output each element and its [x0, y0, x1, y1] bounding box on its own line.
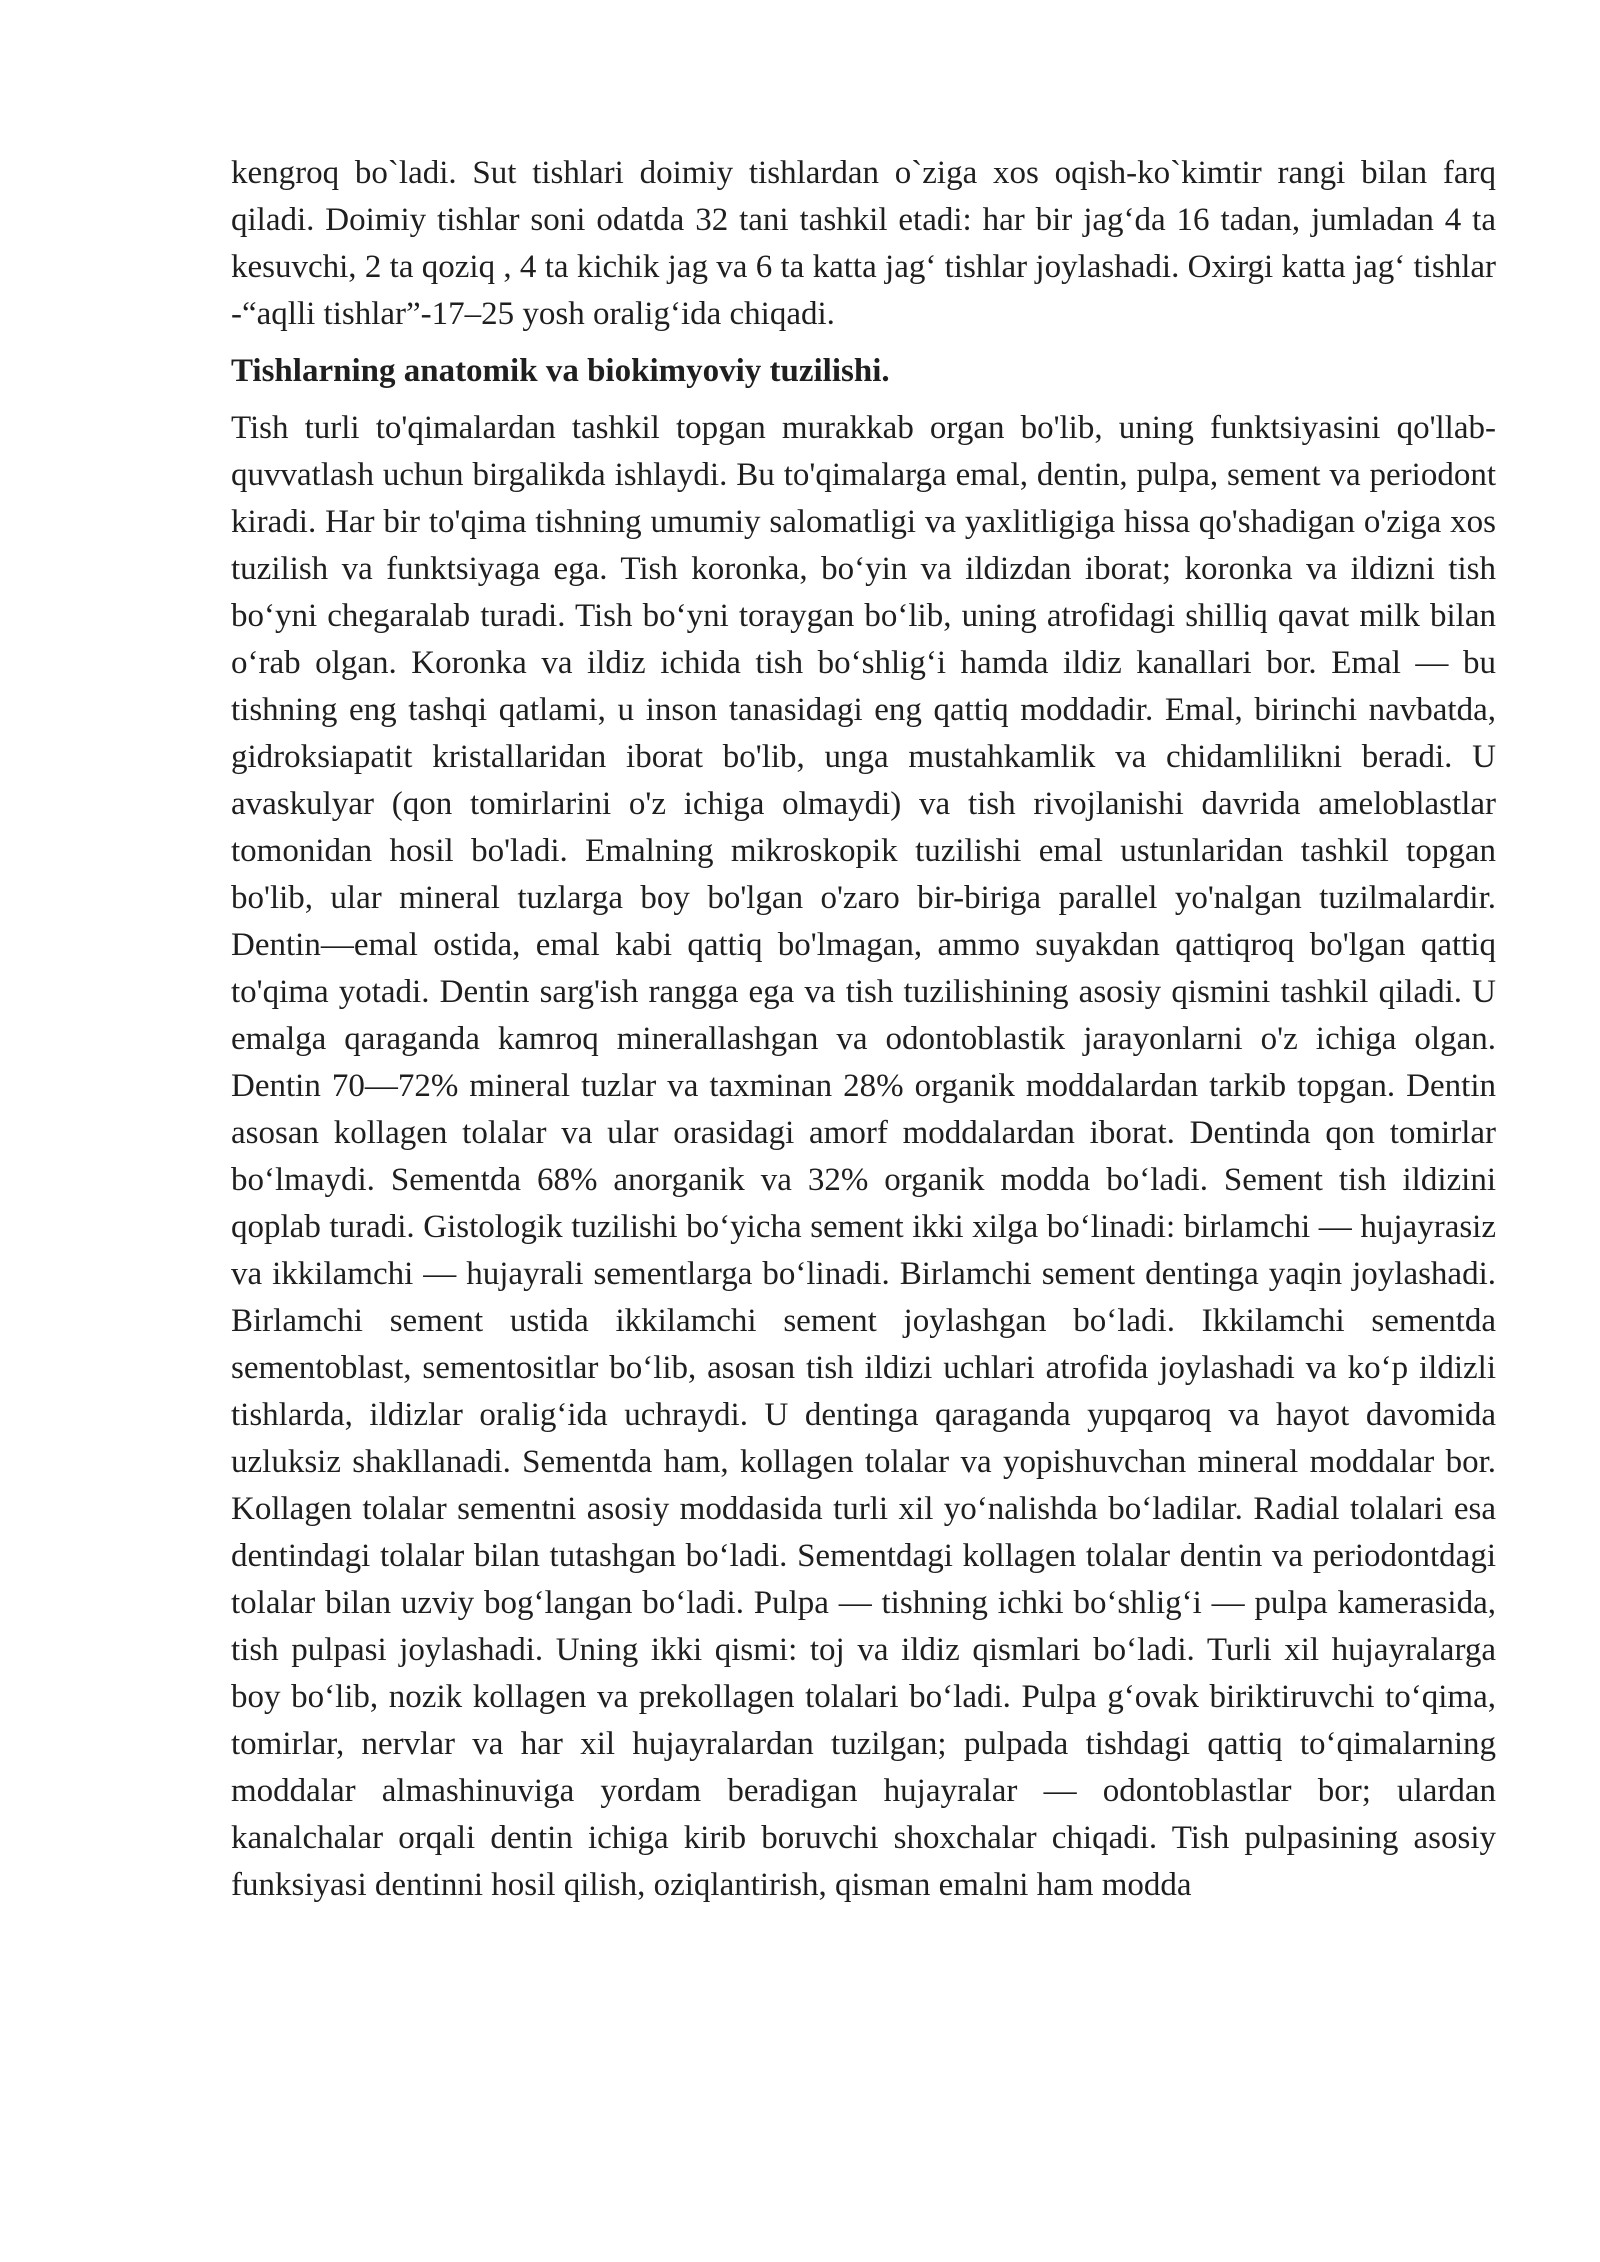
section-heading: Tishlarning anatomik va biokimyoviy tuzilishi. — [231, 353, 890, 389]
document-body — [231, 150, 1496, 1909]
paragraph-main: Tish turli to'qimalardan tashkil topgan murakkab organ bo'lib, uning funktsiyasini qo'llab-quvvatlash uchun birgalikda ishlaydi. Bu to'qimalarga emal, dentin, pulpa, sement va periodont kiradi. Har bir to'qima tishning umumiy salomatligi va yaxlitligiga hissa qo'shadigan o'ziga xos tuzilish va funktsiyaga ega. Tish koronka, bo‘yin va ildizdan iborat; koronka va ildizni tish bo‘yni chegaralab turadi. Tish bo‘yni toraygan bo‘lib, uning atrofidagi shilliq qavat milk bilan o‘rab olgan. Koronka va ildiz ichida tish bo‘shlig‘i hamda ildiz kanallari bor. Emal — bu tishning eng tashqi qatlami, u inson tanasidagi eng qattiq moddadir. Emal, birinchi navbatda, gidroksiapatit kristallaridan iborat bo'lib, unga mustahkamlik va chidamlilikni beradi. U avaskulyar (qon tomirlarini o'z ichiga olmaydi) va tish rivojlanishi davrida ameloblastlar tomonidan hosil bo'ladi. Emalning mikroskopik tuzilishi emal ustunlaridan tashkil topgan bo'lib, ular mineral tuzlarga boy bo'lgan o'zaro bir-biriga parallel yo'nalgan tuzilmalardir. Dentin—emal ostida, emal kabi qattiq bo'lmagan, ammo suyakdan qattiqroq bo'lgan qattiq to'qima yotadi. Dentin sarg'ish rangga ega va tish tuzilishining asosiy qismini tashkil qiladi. U emalga qaraganda kamroq minerallashgan va odontoblastik jarayonlarni o'z ichiga olgan. Dentin 70—72% mineral tuzlar va taxminan 28% organik moddalardan tarkib topgan. Dentin asosan kollagen tolalar va ular orasidagi amorf moddalardan iborat. Dentinda qon tomirlar bo‘lmaydi. Sementda 68% anorganik va 32% organik modda bo‘ladi. Sement tish ildizini qoplab turadi. Gistologik tuzilishi bo‘yicha sement ikki xilga bo‘linadi: birlamchi — hujayrasiz va ikkilamchi — hujayrali sementlarga bo‘linadi. Birlamchi sement dentinga yaqin joylashadi. Birlamchi sement ustida ikkilamchi sement joylashgan bo‘ladi. Ikkilamchi sementda sementoblast, sementositlar bo‘lib, asosan tish ildizi uchlari atrofida joylashadi va ko‘p ildizli tishlarda, ildizlar oralig‘ida uchraydi. U dentinga qaraganda yupqaroq va hayot davomida uzluksiz shakllanadi. Sementda ham, kollagen tolalar va yopishuvchan mineral moddalar bor. Kollagen tolalar sementni asosiy moddasida turli xil yo‘nalishda bo‘ladilar. Radial tolalari esa dentindagi tolalar bilan tutashgan bo‘ladi. Sementdagi kollagen tolalar dentin va periodontdagi tolalar bilan uzviy bog‘langan bo‘ladi. Pulpa — tishning ichki bo‘shlig‘i — pulpa kamerasida, tish pulpasi joylashadi. Uning ikki qismi: toj va ildiz qismlari bo‘ladi. Turli xil hujayralarga boy bo‘lib, nozik kollagen va prekollagen tolalari bo‘ladi. Pulpa g‘ovak biriktiruvchi to‘qima, tomirlar, nervlar va har xil hujayralardan tuzilgan; pulpada tishdagi qattiq to‘qimalarning moddalar almashinuviga yordam beradigan hujayralar — odontoblastlar bor; ulardan kanalchalar orqali dentin ichiga kirib boruvchi shoxchalar chiqadi. Tish pulpasining asosiy funksiyasi dentinni hosil qilish, oziqlantirish, qisman emalni ham modda — [231, 410, 1496, 1903]
paragraph-intro: kengroq bo`ladi. Sut tishlari doimiy tishlardan o`ziga xos oqish-ko`kimtir rangi bilan farq qiladi. Doimiy tishlar soni odatda 32 tani tashkil etadi: har bir jag‘da 16 tadan, jumladan 4 ta kesuvchi, 2 ta qoziq , 4 ta kichik jag va 6 ta katta jag‘ tishlar joylashadi. Oxirgi katta jag‘ tishlar -“aqlli tishlar”-17–25 yosh oralig‘ida chiqadi. — [231, 155, 1496, 332]
